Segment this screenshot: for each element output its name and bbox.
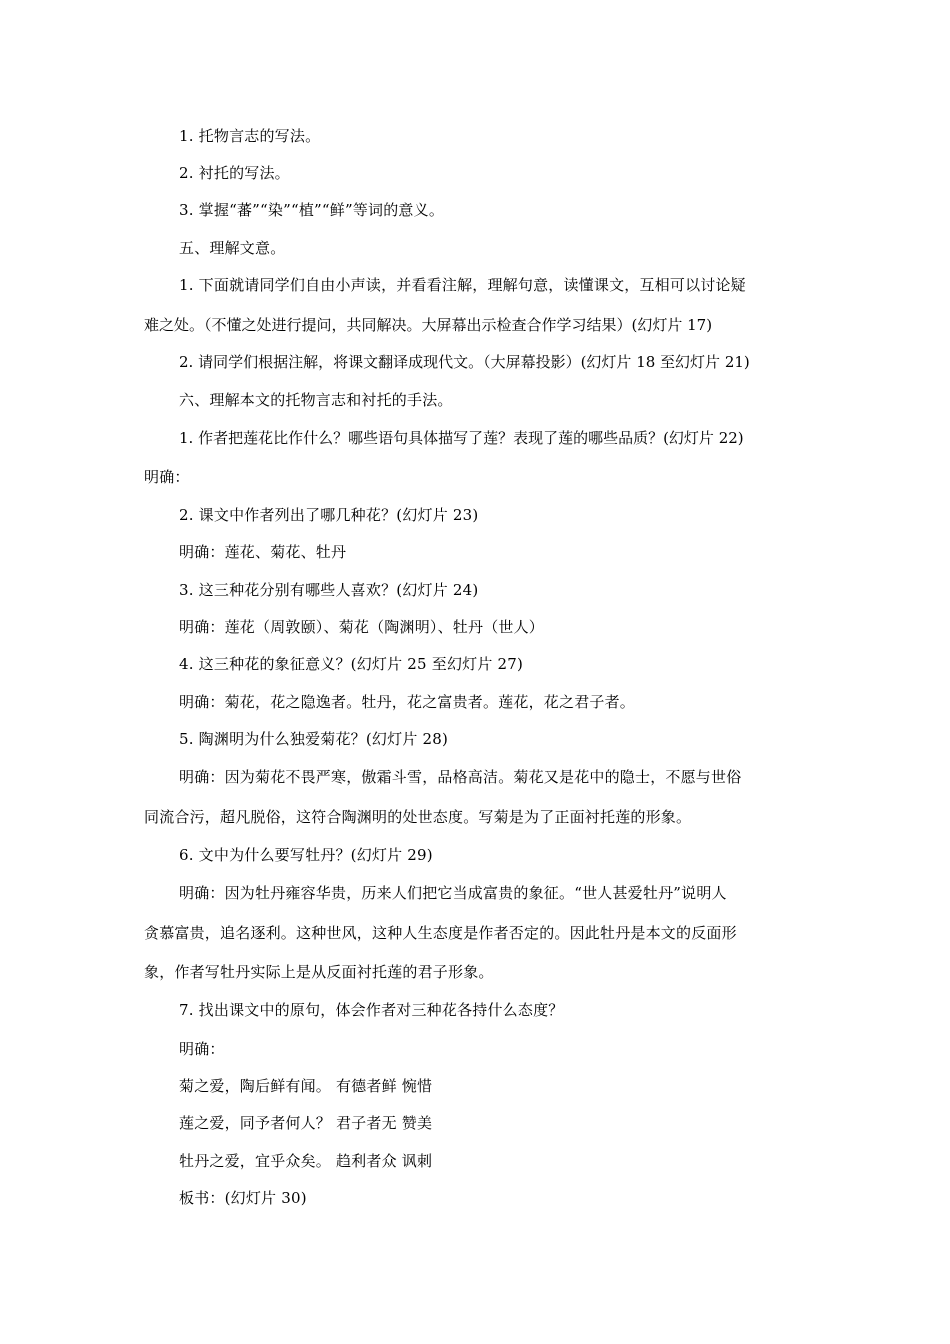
- question-line: 4. 这三种花的象征意义？(幻灯片 25 至幻灯片 27): [179, 655, 524, 673]
- paragraph-line: 2. 请同学们根据注解，将课文翻译成现代文。（大屏幕投影）(幻灯片 18 至幻灯片 21): [179, 353, 750, 371]
- paragraph-line: 1. 下面就请同学们自由小声读，并看看注解，理解句意，读懂课文，互相可以讨论疑: [179, 276, 746, 294]
- quote-line-chrysanthemum: 菊之爱，陶后鲜有闻。 有德者鲜 惋惜: [179, 1077, 433, 1095]
- answer-line: 明确：: [144, 468, 190, 486]
- answer-line: 象，作者写牡丹实际上是从反面衬托莲的君子形象。: [144, 963, 494, 981]
- quote-line-lotus: 莲之爱，同予者何人？ 君子者无 赞美: [179, 1114, 433, 1132]
- question-line: 6. 文中为什么要写牡丹？(幻灯片 29): [179, 846, 433, 864]
- question-line: 7. 找出课文中的原句，体会作者对三种花各持什么态度？: [179, 1001, 564, 1019]
- paragraph-line: 难之处。（不懂之处进行提问，共同解决。大屏幕出示检查合作学习结果）(幻灯片 17): [144, 316, 713, 334]
- quote-line-peony: 牡丹之爱，宜乎众矣。 趋利者众 讽刺: [179, 1152, 433, 1170]
- answer-line: 明确：菊花，花之隐逸者。牡丹，花之富贵者。莲花，花之君子者。: [179, 693, 636, 711]
- list-item-writing-method-3: 3. 掌握“蕃”“染”“植”“鲜”等词的意义。: [179, 201, 445, 219]
- answer-line: 明确：莲花、菊花、牡丹: [179, 543, 347, 561]
- blackboard-note: 板书：(幻灯片 30): [179, 1189, 307, 1207]
- question-line: 2. 课文中作者列出了哪几种花？(幻灯片 23): [179, 506, 479, 524]
- section-heading-6: 六、理解本文的托物言志和衬托的手法。: [179, 391, 453, 409]
- answer-line: 明确：莲花（周敦颐）、菊花（陶渊明）、牡丹（世人）: [179, 618, 545, 636]
- answer-line: 明确：因为菊花不畏严寒，傲霜斗雪，品格高洁。菊花又是花中的隐士，不愿与世俗: [179, 768, 742, 786]
- question-line: 5. 陶渊明为什么独爱菊花？(幻灯片 28): [179, 730, 449, 748]
- question-line: 1. 作者把莲花比作什么？哪些语句具体描写了莲？表现了莲的哪些品质？(幻灯片 22): [179, 429, 744, 447]
- answer-line: 明确：: [179, 1040, 225, 1058]
- answer-line: 明确：因为牡丹雍容华贵，历来人们把它当成富贵的象征。“世人甚爱牡丹”说明人: [179, 884, 727, 902]
- question-line: 3. 这三种花分别有哪些人喜欢？(幻灯片 24): [179, 581, 479, 599]
- list-item-writing-method-1: 1. 托物言志的写法。: [179, 127, 321, 145]
- answer-line: 贪慕富贵，追名逐利。这种世风，这种人生态度是作者否定的。因此牡丹是本文的反面形: [144, 924, 737, 942]
- list-item-writing-method-2: 2. 衬托的写法。: [179, 164, 290, 182]
- section-heading-5: 五、理解文意。: [179, 239, 286, 257]
- answer-line: 同流合污，超凡脱俗，这符合陶渊明的处世态度。写菊是为了正面衬托莲的形象。: [144, 808, 692, 826]
